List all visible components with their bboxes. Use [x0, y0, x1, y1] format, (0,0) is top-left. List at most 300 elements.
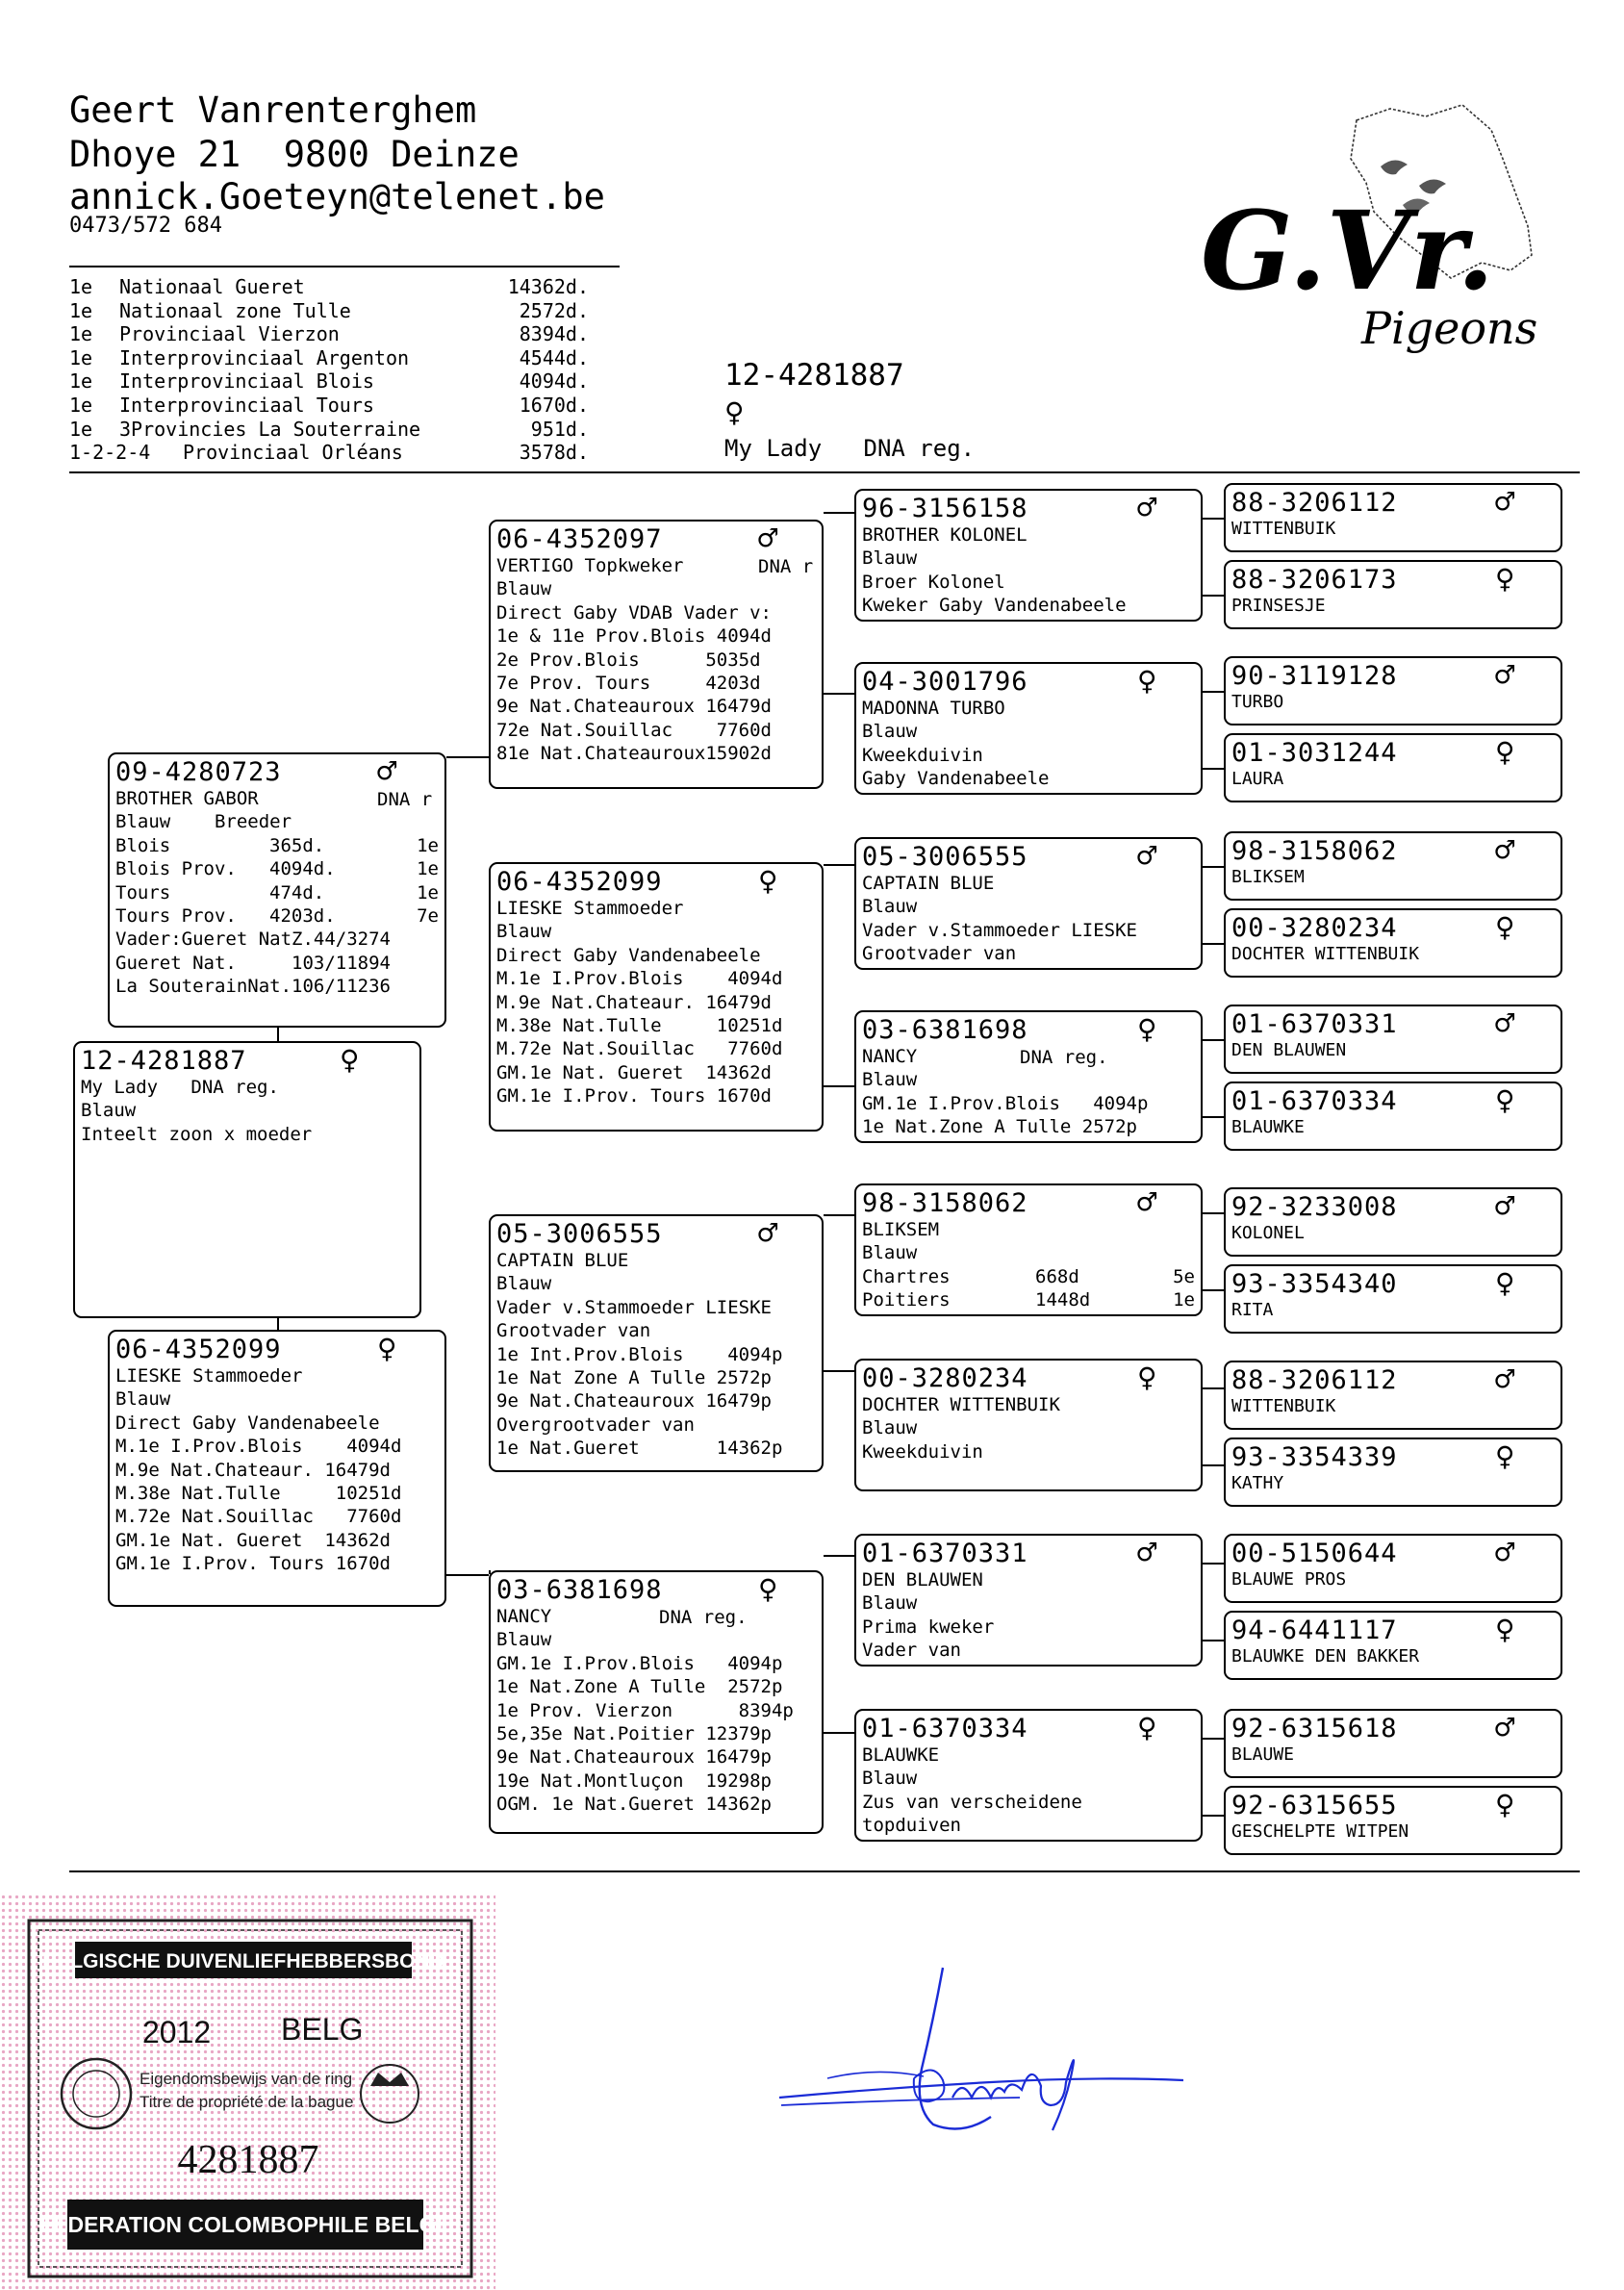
pedigree-text: GM.1e I.Prov.Blois 4094p: [862, 1092, 1149, 1114]
pedigree-text: NANCY: [496, 1606, 552, 1627]
pedigree-line: [862, 1568, 1195, 1591]
pedigree-text: Inteelt zoon x moeder: [81, 1123, 313, 1145]
pedigree-place: 1e: [417, 834, 439, 856]
pedigree-line: [496, 1319, 816, 1342]
pedigree-place: 1e: [417, 881, 439, 903]
stamp-year: 2012: [142, 2015, 212, 2049]
pedigree-text: Vader van: [862, 1640, 961, 1662]
pedigree-line: [496, 991, 816, 1014]
pedigree-text: Blauw: [496, 1629, 552, 1651]
pedigree-line: [496, 1061, 816, 1084]
dna-tag: DNA r: [758, 556, 814, 577]
pedigree-text: Blauw: [862, 1242, 918, 1264]
pedigree-text: 1e Int.Prov.Blois 4094p: [496, 1343, 783, 1365]
pedigree-connector: [1203, 1039, 1224, 1041]
pedigree-line: [496, 1343, 816, 1366]
pigeon-name: DOCHTER WITTENBUIK: [1231, 944, 1420, 964]
pedigree-text: 1e Nat.Zone A Tulle 2572p: [862, 1116, 1137, 1138]
pedigree-line: [81, 1076, 414, 1099]
pedigree-box: [854, 1359, 1203, 1491]
pedigree-text: 2e Prov.Blois 5035d: [496, 649, 761, 671]
male-icon: ♂: [758, 520, 778, 558]
pedigree-line: [115, 952, 439, 975]
pedigree-box: [1224, 1786, 1562, 1855]
pedigree-line: [115, 1387, 439, 1411]
pedigree-text: La SouterainNat.106/11236: [115, 976, 391, 998]
male-icon: ♂: [377, 752, 397, 791]
ring-number: 88-3206112: [1231, 1365, 1398, 1395]
pedigree-line: [862, 547, 1195, 570]
pedigree-distance: 4094d.: [269, 858, 336, 880]
ring-number: 88-3206112: [1231, 488, 1398, 518]
pedigree-connector: [1203, 943, 1224, 945]
result-row: [69, 369, 589, 394]
female-icon: ♀: [724, 394, 745, 432]
pigeon-name: WITTENBUIK: [1231, 1396, 1336, 1416]
pedigree-box: [1224, 483, 1562, 552]
pedigree-connector: [1203, 768, 1224, 770]
result-race: Nationaal zone Tulle: [119, 298, 351, 322]
pedigree-line: [115, 975, 439, 998]
pedigree-box: [1224, 1709, 1562, 1778]
pedigree-connector: [1203, 866, 1224, 868]
pedigree-connector: [1203, 691, 1224, 693]
result-row: [69, 299, 589, 323]
pedigree-line: [496, 1628, 816, 1651]
pedigree-connector: [824, 1555, 854, 1557]
pedigree-line: [862, 895, 1195, 918]
stamp-footer: FEDERATION COLOMBOPHILE BELGE: [39, 2212, 451, 2237]
result-place: 1-2-2-4: [69, 441, 151, 465]
pedigree-line: [115, 928, 439, 951]
pedigree-line: [115, 1435, 439, 1458]
pedigree-text: DEN BLAUWEN: [862, 1569, 983, 1590]
pedigree-line: [862, 1045, 1195, 1068]
female-icon: ♀: [1137, 1359, 1157, 1397]
pedigree-text: Chartres: [862, 1265, 951, 1287]
pedigree-line: [862, 1218, 1195, 1241]
pedigree-box: [854, 489, 1203, 622]
pedigree-line: [862, 571, 1195, 594]
logo-line2: Pigeons: [1361, 302, 1538, 354]
pedigree-connector: [1203, 1563, 1224, 1565]
pedigree-connector: [446, 756, 489, 758]
pedigree-text: Kweker Gaby Vandenabeele: [862, 595, 1127, 617]
pedigree-line: [81, 1123, 414, 1146]
pedigree-line: [862, 1814, 1195, 1837]
stamp-ring-number: 4281887: [177, 2138, 319, 2182]
pedigree-line: [496, 920, 816, 943]
pedigree-box: [854, 1709, 1203, 1842]
pedigree-text: BLAUWKE: [862, 1744, 940, 1766]
pedigree-line: [115, 1482, 439, 1505]
pedigree-box: [1224, 656, 1562, 725]
pedigree-text: Overgrootvader van: [496, 1413, 695, 1436]
ring-number: 01-3031244: [1231, 738, 1398, 768]
breeder-phone: 0473/572 684: [69, 214, 222, 238]
stamp-title: BELGISCHE DUIVENLIEFHEBBERSBOND: [42, 1950, 444, 1972]
ring-number: 90-3119128: [1231, 661, 1398, 691]
dna-tag: DNA r: [377, 789, 433, 810]
pedigree-line: [862, 1791, 1195, 1814]
pedigree-text: CAPTAIN BLUE: [862, 873, 995, 894]
pedigree-box: [1224, 560, 1562, 629]
pedigree-text: Blauw Breeder: [115, 811, 292, 833]
result-row: [69, 441, 589, 465]
pedigree-connector: [1203, 1464, 1224, 1466]
pedigree-line: [115, 881, 439, 904]
pedigree-text: Grootvader van: [496, 1320, 651, 1342]
pedigree-line: [115, 857, 439, 880]
result-race: Provinciaal Orléans: [183, 441, 403, 465]
pedigree-connector: [1203, 1387, 1224, 1389]
pedigree-connector: [489, 1570, 491, 1574]
pedigree-text: M.72e Nat.Souillac 7760d: [115, 1506, 402, 1528]
ring-number: 00-5150644: [1231, 1539, 1398, 1568]
pedigree-box: [1224, 1611, 1562, 1680]
pedigree-box: [854, 1183, 1203, 1316]
stamp-country: BELG: [281, 2012, 364, 2047]
ring-number: 05-3006555: [862, 842, 1028, 872]
female-icon: ♀: [1495, 1264, 1515, 1303]
pedigree-line: [862, 767, 1195, 790]
male-icon: ♂: [1137, 1534, 1157, 1572]
pedigree-text: 7e Prov. Tours 4203d: [496, 673, 761, 695]
pedigree-text: BROTHER KOLONEL: [862, 524, 1028, 546]
breeder-name: Geert Vanrenterghem: [69, 89, 477, 131]
pedigree-text: Blauw: [862, 1417, 918, 1439]
pigeon-name: LAURA: [1231, 769, 1284, 789]
pedigree-line: [496, 1722, 816, 1745]
ring-number: 01-6370331: [1231, 1009, 1398, 1039]
pedigree-line: [496, 624, 816, 648]
ring-number: 93-3354340: [1231, 1269, 1398, 1299]
male-icon: ♂: [1495, 1709, 1515, 1747]
pedigree-distance: 1448d: [1035, 1289, 1091, 1311]
pedigree-text: GM.1e I.Prov.Blois 4094p: [496, 1652, 783, 1674]
dna-tag: DNA reg.: [1020, 1047, 1108, 1068]
pigeon-name: BLAUWE PROS: [1231, 1569, 1347, 1590]
pedigree-connector: [824, 1085, 854, 1087]
pedigree-line: [862, 1068, 1195, 1091]
result-place: 1e: [69, 322, 93, 346]
male-icon: ♂: [1137, 1183, 1157, 1222]
pedigree-text: Vader v.Stammoeder LIESKE: [496, 1296, 772, 1318]
pedigree-text: Direct Gaby Vandenabeele: [496, 944, 761, 966]
pedigree-line: [496, 897, 816, 920]
pedigree-box: [489, 1214, 824, 1472]
ring-number: 88-3206173: [1231, 565, 1398, 595]
pigeon-name: BLIKSEM: [1231, 867, 1305, 887]
dna-tag: DNA reg.: [659, 1607, 748, 1628]
pedigree-line: [115, 834, 439, 857]
pedigree-line: [496, 1014, 816, 1037]
pedigree-connector: [824, 1370, 854, 1372]
pedigree-line: [496, 1745, 816, 1768]
pedigree-text: Blauw: [115, 1388, 171, 1411]
pedigree-text: NANCY: [862, 1046, 918, 1067]
ring-number: 96-3156158: [862, 494, 1028, 523]
pedigree-text: My Lady DNA reg.: [81, 1077, 279, 1098]
pedigree-line: [496, 1652, 816, 1675]
result-race: Interprovinciaal Argenton: [119, 345, 410, 369]
pedigree-connector: [824, 1214, 854, 1216]
pedigree-line: [496, 672, 816, 695]
pedigree-line: [862, 1241, 1195, 1264]
pedigree-distance: 668d: [1035, 1265, 1079, 1287]
pedigree-text: Vader:Gueret NatZ.44/3274: [115, 929, 391, 951]
result-distance: 2572d.: [519, 298, 589, 322]
pedigree-text: 1e Prov. Vierzon 8394p: [496, 1699, 794, 1721]
pedigree-distance: 474d.: [269, 881, 325, 903]
pedigree-line: [862, 1092, 1195, 1115]
female-icon: ♀: [1495, 908, 1515, 947]
pedigree-connector: [1203, 518, 1224, 520]
pedigree-box: [1224, 1081, 1562, 1151]
female-icon: ♀: [340, 1041, 360, 1080]
pedigree-line: [496, 695, 816, 718]
handwritten-signature: [770, 1963, 1193, 2155]
pedigree-text: GM.1e Nat. Gueret 14362d: [115, 1529, 391, 1551]
pedigree-box: [854, 1534, 1203, 1667]
pedigree-text: Blauw: [496, 921, 552, 943]
pedigree-text: Kweekduivin: [862, 1440, 983, 1463]
pedigree-line: [496, 554, 816, 577]
ring-number: 98-3158062: [862, 1188, 1028, 1218]
pedigree-box: [489, 520, 824, 789]
pedigree-line: [496, 742, 816, 765]
pedigree-line: [115, 904, 439, 928]
pedigree-line: [496, 1793, 816, 1816]
pedigree-connector: [277, 1318, 279, 1330]
pedigree-line: [862, 1616, 1195, 1639]
pedigree-text: M.1e I.Prov.Blois 4094d: [115, 1436, 402, 1458]
pedigree-text: 5e,35e Nat.Poitier 12379p: [496, 1723, 772, 1745]
pedigree-text: 19e Nat.Montluçon 19298p: [496, 1769, 772, 1792]
pedigree-box: [108, 1330, 446, 1607]
female-icon: ♀: [758, 1570, 778, 1609]
pedigree-text: Broer Kolonel: [862, 571, 1005, 593]
pedigree-line: [496, 1366, 816, 1389]
result-race: Nationaal Gueret: [119, 275, 305, 298]
stamp-line2: Titre de propriété de la bague: [140, 2093, 354, 2111]
pedigree-line: [496, 1389, 816, 1412]
pedigree-line: [115, 1529, 439, 1552]
ring-number: 06-4352099: [115, 1335, 282, 1364]
pedigree-line: [496, 944, 816, 967]
pedigree-connector: [1203, 595, 1224, 597]
result-distance: 3578d.: [519, 441, 589, 465]
ring-number: 92-3233008: [1231, 1192, 1398, 1222]
pedigree-line: [496, 649, 816, 672]
female-icon: ♀: [758, 862, 778, 901]
male-icon: ♂: [1495, 831, 1515, 870]
pedigree-line: [115, 787, 439, 810]
ring-number: 93-3354339: [1231, 1442, 1398, 1472]
pedigree-place: 5e: [1173, 1265, 1195, 1287]
pedigree-line: [496, 967, 816, 990]
pedigree-line: [862, 942, 1195, 965]
pedigree-text: Poitiers: [862, 1289, 951, 1311]
male-icon: ♂: [1137, 837, 1157, 876]
pedigree-text: 1e Nat.Zone A Tulle 2572p: [496, 1676, 783, 1698]
pedigree-connector: [824, 512, 854, 514]
pedigree-text: Blauw: [862, 547, 918, 570]
result-place: 1e: [69, 275, 93, 298]
pedigree-text: 9e Nat.Chateauroux 16479p: [496, 1746, 772, 1768]
male-icon: ♂: [1495, 1534, 1515, 1572]
pigeon-name: BLAUWKE DEN BAKKER: [1231, 1646, 1420, 1667]
pedigree-line: [862, 1288, 1195, 1311]
pedigree-line: [496, 1437, 816, 1460]
pedigree-text: 1e Nat.Gueret 14362p: [496, 1438, 783, 1460]
page-divider-bottom: [69, 1870, 1580, 1872]
pedigree-connector: [1203, 1289, 1224, 1291]
pedigree-text: M.9e Nat.Chateaur. 16479d: [496, 991, 772, 1013]
pigeon-name: KOLONEL: [1231, 1223, 1305, 1243]
pedigree-text: Blauw: [862, 1768, 918, 1790]
pedigree-box: [489, 1570, 824, 1834]
pedigree-text: LIESKE Stammoeder: [496, 898, 684, 919]
ring-number: 05-3006555: [496, 1219, 663, 1249]
ring-number: 94-6441117: [1231, 1616, 1398, 1645]
pedigree-line: [862, 744, 1195, 767]
pedigree-distance: 365d.: [269, 834, 325, 856]
pedigree-box: [1224, 1005, 1562, 1074]
pedigree-text: 1e Nat Zone A Tulle 2572p: [496, 1367, 772, 1389]
male-icon: ♂: [1495, 483, 1515, 522]
pedigree-box: [1224, 1264, 1562, 1334]
pedigree-text: Vader v.Stammoeder LIESKE: [862, 919, 1137, 941]
pedigree-text: Kweekduivin: [862, 744, 983, 766]
pedigree-line: [496, 1769, 816, 1793]
pedigree-box: [489, 862, 824, 1132]
pedigree-text: 9e Nat.Chateauroux 16479d: [496, 696, 772, 718]
pedigree-line: [115, 1552, 439, 1575]
pedigree-line: [862, 1591, 1195, 1615]
pedigree-text: M.9e Nat.Chateaur. 16479d: [115, 1459, 391, 1481]
ring-number: 06-4352099: [496, 867, 663, 897]
page-divider-top: [69, 471, 1580, 473]
pedigree-text: Blauw: [862, 896, 918, 918]
pedigree-line: [496, 719, 816, 742]
pigeon-name: RITA: [1231, 1300, 1274, 1320]
pedigree-line: [862, 1265, 1195, 1288]
pedigree-line: [862, 919, 1195, 942]
result-distance: 4094d.: [519, 369, 589, 394]
pedigree-line: [862, 1393, 1195, 1416]
result-race: Provinciaal Vierzon: [119, 322, 340, 346]
pedigree-place: 7e: [417, 905, 439, 928]
pedigree-line: [496, 1249, 816, 1272]
male-icon: ♂: [1495, 656, 1515, 695]
result-place: 1e: [69, 417, 93, 441]
female-icon: ♀: [1495, 1438, 1515, 1476]
result-row: [69, 346, 589, 370]
pedigree-place: 1e: [417, 858, 439, 880]
pedigree-text: Direct Gaby Vandenabeele: [115, 1412, 380, 1434]
pedigree-box: [854, 662, 1203, 795]
female-icon: ♀: [1495, 1611, 1515, 1649]
pedigree-line: [862, 1639, 1195, 1662]
pedigree-text: LIESKE Stammoeder: [115, 1365, 303, 1387]
ring-certificate-stamp: [0, 1894, 495, 2290]
pedigree-text: 81e Nat.Chateauroux15902d: [496, 743, 772, 765]
result-place: 1e: [69, 345, 93, 369]
pedigree-place: 1e: [1173, 1289, 1195, 1311]
pedigree-line: [862, 1115, 1195, 1138]
pedigree-text: M.72e Nat.Souillac 7760d: [496, 1038, 783, 1060]
ring-number: 04-3001796: [862, 667, 1028, 697]
female-icon: ♀: [377, 1330, 397, 1368]
female-icon: ♀: [1495, 560, 1515, 598]
pedigree-text: 1e & 11e Prov.Blois 4094d: [496, 625, 772, 648]
pedigree-line: [496, 1272, 816, 1295]
main-ring-number: 12-4281887: [724, 358, 904, 393]
result-row: [69, 394, 589, 418]
pedigree-text: CAPTAIN BLUE: [496, 1250, 629, 1271]
pedigree-line: [862, 594, 1195, 617]
pedigree-connector: [824, 1732, 854, 1734]
logo-line1: G.Vr.: [1201, 189, 1495, 315]
pedigree-box: [1224, 1438, 1562, 1507]
result-place: 1e: [69, 298, 93, 322]
pedigree-text: GM.1e I.Prov. Tours 1670d: [496, 1085, 772, 1107]
pedigree-line: [862, 1440, 1195, 1463]
pedigree-line: [496, 1675, 816, 1698]
pedigree-text: M.1e I.Prov.Blois 4094d: [496, 968, 783, 990]
pedigree-connector: [1203, 1815, 1224, 1817]
pedigree-line: [862, 697, 1195, 720]
pedigree-text: DOCHTER WITTENBUIK: [862, 1394, 1060, 1415]
pedigree-box: [1224, 1187, 1562, 1257]
pedigree-box: [854, 837, 1203, 970]
pedigree-line: [862, 523, 1195, 547]
pedigree-line: [862, 1767, 1195, 1790]
pedigree-line: [862, 872, 1195, 895]
pigeon-name: GESCHELPTE WITPEN: [1231, 1821, 1409, 1842]
main-pigeon-name: My Lady DNA reg.: [724, 435, 976, 462]
pedigree-text: GM.1e Nat. Gueret 14362d: [496, 1061, 772, 1083]
pedigree-line: [496, 1084, 816, 1107]
pedigree-distance: 4203d.: [269, 905, 336, 928]
gvr-pigeons-logo: [1174, 91, 1559, 380]
pedigree-line: [115, 1364, 439, 1387]
result-race: Interprovinciaal Tours: [119, 393, 374, 417]
pedigree-line: [81, 1099, 414, 1122]
pedigree-text: BROTHER GABOR: [115, 788, 259, 809]
pedigree-text: Blauw: [496, 578, 552, 600]
pedigree-connector: [1203, 1212, 1224, 1214]
ring-number: 01-6370334: [1231, 1086, 1398, 1116]
pedigree-connector: [824, 864, 854, 866]
ring-number: 06-4352097: [496, 524, 663, 554]
ring-number: 92-6315655: [1231, 1791, 1398, 1820]
ring-number: 92-6315618: [1231, 1714, 1398, 1743]
male-icon: ♂: [1137, 489, 1157, 527]
female-icon: ♀: [1137, 1010, 1157, 1049]
pigeon-name: BLAUWE: [1231, 1744, 1295, 1765]
male-icon: ♂: [758, 1214, 778, 1253]
female-icon: ♀: [1495, 1786, 1515, 1824]
pedigree-connector: [446, 1574, 489, 1576]
pigeon-name: TURBO: [1231, 692, 1284, 712]
pedigree-line: [115, 810, 439, 833]
pedigree-text: M.38e Nat.Tulle 10251d: [496, 1015, 783, 1037]
pedigree-line: [115, 1412, 439, 1435]
pedigree-text: Tours: [115, 881, 171, 903]
pedigree-connector: [824, 693, 854, 695]
